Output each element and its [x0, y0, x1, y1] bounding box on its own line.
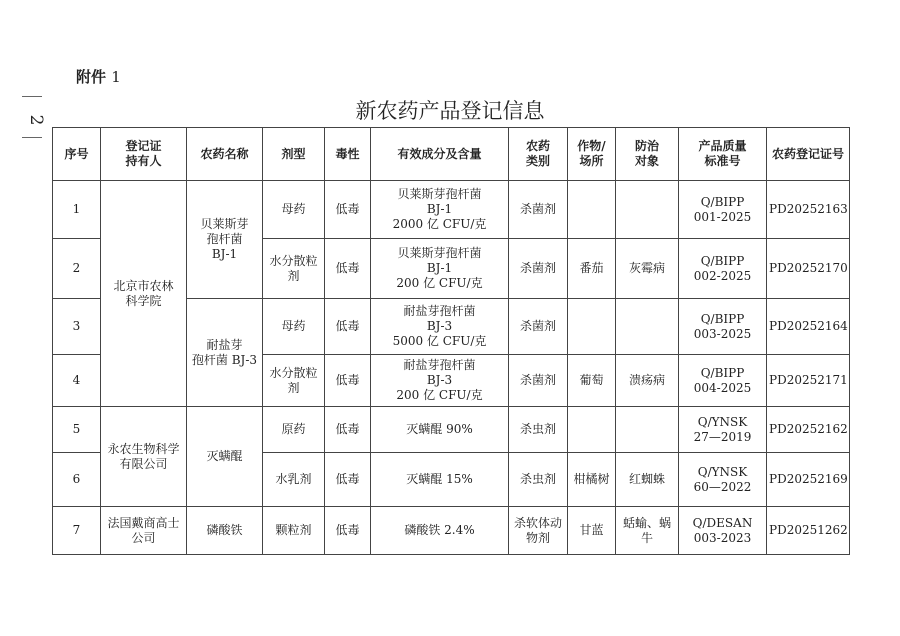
cell-category: 杀菌剂: [509, 299, 568, 355]
cell-toxicity: 低毒: [325, 239, 371, 299]
cell-no: 1: [53, 181, 101, 239]
cell-no: 3: [53, 299, 101, 355]
cell-form: 水乳剂: [263, 453, 325, 507]
cell-target: [616, 299, 679, 355]
cell-no: 4: [53, 355, 101, 407]
cell-target: 灰霉病: [616, 239, 679, 299]
cell-crop: 葡萄: [568, 355, 616, 407]
header-row: [53, 128, 850, 181]
cell-target: 溃疡病: [616, 355, 679, 407]
cell-toxicity: 低毒: [325, 299, 371, 355]
cell-name: 灭螨醌: [187, 407, 263, 507]
cell-standard: Q/DESAN 003-2023: [679, 507, 767, 555]
cell-target: 蛞蝓、蜗牛: [616, 507, 679, 555]
header-cell: 防治 对象: [616, 128, 679, 181]
cell-ingredient: 耐盐芽孢杆菌 BJ-3 200 亿 CFU/克: [371, 355, 509, 407]
cell-crop: 甘蓝: [568, 507, 616, 555]
table-row: [53, 407, 850, 453]
cell-standard: Q/BIPP 003-2025: [679, 299, 767, 355]
margin-rule-bottom: [22, 137, 42, 138]
cell-ingredient: 灭螨醌 90%: [371, 407, 509, 453]
table-row: [53, 507, 850, 555]
cell-toxicity: 低毒: [325, 181, 371, 239]
cell-no: 6: [53, 453, 101, 507]
cell-reg-no: PD20251262: [767, 507, 850, 555]
cell-ingredient: 灭螨醌 15%: [371, 453, 509, 507]
cell-crop: [568, 407, 616, 453]
cell-form: 原药: [263, 407, 325, 453]
header-cell: 农药 类别: [509, 128, 568, 181]
cell-form: 母药: [263, 181, 325, 239]
cell-reg-no: PD20252162: [767, 407, 850, 453]
cell-standard: Q/BIPP 004-2025: [679, 355, 767, 407]
cell-holder: 法国戴商高士 公司: [101, 507, 187, 555]
cell-reg-no: PD20252170: [767, 239, 850, 299]
cell-toxicity: 低毒: [325, 453, 371, 507]
cell-target: [616, 181, 679, 239]
attachment-label: [76, 66, 121, 87]
cell-reg-no: PD20252171: [767, 355, 850, 407]
header-cell: 作物/ 场所: [568, 128, 616, 181]
cell-standard: Q/YNSK 27—2019: [679, 407, 767, 453]
header-cell: 有效成分及含量: [371, 128, 509, 181]
cell-no: 2: [53, 239, 101, 299]
cell-category: 杀菌剂: [509, 355, 568, 407]
cell-name: 耐盐芽 孢杆菌 BJ-3: [187, 299, 263, 407]
cell-toxicity: 低毒: [325, 355, 371, 407]
header-cell: 毒性: [325, 128, 371, 181]
page-number: 2: [26, 114, 46, 126]
cell-holder: 北京市农林 科学院: [101, 181, 187, 407]
cell-toxicity: 低毒: [325, 507, 371, 555]
cell-name: 贝莱斯芽 孢杆菌 BJ-1: [187, 181, 263, 299]
cell-standard: Q/BIPP 002-2025: [679, 239, 767, 299]
table-row: [53, 181, 850, 239]
cell-crop: 柑橘树: [568, 453, 616, 507]
cell-toxicity: 低毒: [325, 407, 371, 453]
cell-reg-no: PD20252169: [767, 453, 850, 507]
cell-crop: [568, 181, 616, 239]
header-cell: 登记证 持有人: [101, 128, 187, 181]
cell-form: 水分散粒 剂: [263, 355, 325, 407]
cell-standard: Q/BIPP 001-2025: [679, 181, 767, 239]
page-title: 新农药产品登记信息: [355, 99, 545, 123]
cell-form: 颗粒剂: [263, 507, 325, 555]
cell-category: 杀虫剂: [509, 453, 568, 507]
cell-crop: 番茄: [568, 239, 616, 299]
cell-reg-no: PD20252163: [767, 181, 850, 239]
cell-holder: 永农生物科学 有限公司: [101, 407, 187, 507]
cell-category: 杀虫剂: [509, 407, 568, 453]
cell-form: 水分散粒 剂: [263, 239, 325, 299]
cell-ingredient: 磷酸铁 2.4%: [371, 507, 509, 555]
cell-ingredient: 贝莱斯芽孢杆菌 BJ-1 200 亿 CFU/克: [371, 239, 509, 299]
cell-no: 5: [53, 407, 101, 453]
attachment-number: 1: [111, 68, 121, 86]
cell-name: 磷酸铁: [187, 507, 263, 555]
header-cell: 剂型: [263, 128, 325, 181]
cell-category: 杀菌剂: [509, 239, 568, 299]
header-cell: 产品质量 标准号: [679, 128, 767, 181]
cell-target: 红蜘蛛: [616, 453, 679, 507]
cell-crop: [568, 299, 616, 355]
cell-standard: Q/YNSK 60—2022: [679, 453, 767, 507]
cell-ingredient: 耐盐芽孢杆菌 BJ-3 5000 亿 CFU/克: [371, 299, 509, 355]
cell-category: 杀菌剂: [509, 181, 568, 239]
cell-ingredient: 贝莱斯芽孢杆菌 BJ-1 2000 亿 CFU/克: [371, 181, 509, 239]
cell-reg-no: PD20252164: [767, 299, 850, 355]
cell-category: 杀软体动 物剂: [509, 507, 568, 555]
cell-no: 7: [53, 507, 101, 555]
attachment-text: 附件: [76, 68, 107, 86]
cell-form: 母药: [263, 299, 325, 355]
header-cell: 序号: [53, 128, 101, 181]
header-cell: 农药名称: [187, 128, 263, 181]
cell-target: [616, 407, 679, 453]
registration-table: [52, 127, 850, 555]
header-cell: 农药登记证号: [767, 128, 850, 181]
